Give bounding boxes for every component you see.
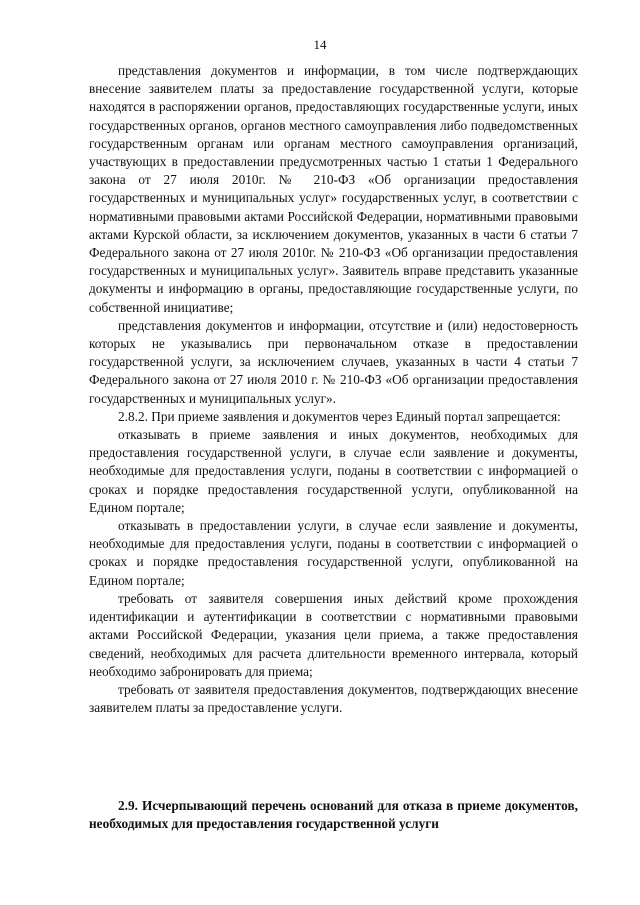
paragraph-5: отказывать в предоставлении услуги, в случае если заявление и документы, необходимые для предоставления услуги, поданы в соответствии с информацией о сроках и порядке предоставления государственной услуги, опубликованной на Едином портале; — [89, 518, 578, 588]
paragraph-1: представления документов и информации, в том числе подтверждающих внесение заявителем платы за предоставление государственной услуги, которые находятся в распоряжении органов, предоставляющих государственные услуги, иных государственных органов, органов местного самоуправления либо подведомственных государственным органам или органам местного самоуправления организаций, участвующих в предоставлении предусмотренных частью 1 статьи 1 Федерального закона от 27 июля 2010г. № 210-ФЗ «Об организации предоставления государственных и муниципальных услуг» государственных услуг, в соответствии с нормативными правовыми актами Российской Федерации, нормативными правовыми актами Курской области, за исключением документов, указанных в части 6 статьи 7 Федерального закона от 27 июля 2010г. № 210-ФЗ «Об организации предоставления государственных и муниципальных услуг». Заявитель вправе представить указанные документы и информацию в органы, предоставляющие государственные услуги, по собственной инициативе; — [89, 63, 578, 315]
paragraph-6: требовать от заявителя совершения иных действий кроме прохождения идентификации и аутентификации в соответствии с нормативными правовыми актами Российской Федерации, указания цели приема, а также предоставления сведений, необходимых для расчета длительности временного интервала, который необходимо забронировать для приема; — [89, 590, 578, 679]
section-heading: 2.9. Исчерпывающий перечень оснований для отказа в приеме документов, необходимых для предоставления государственной услуги — [89, 798, 578, 832]
document-body — [89, 62, 578, 717]
paragraph-4: отказывать в приеме заявления и иных документов, необходимых для предоставления государственной услуги, в случае если заявление и документы, необходимые для предоставления услуги, поданы в соответствии с информацией о сроках и порядке предоставления государственной услуги, опубликованной на Едином портале; — [89, 427, 578, 515]
paragraph-7: требовать от заявителя предоставления документов, подтверждающих внесение заявителем платы за предоставление услуги. — [89, 681, 578, 716]
paragraph-3: 2.8.2. При приеме заявления и документов через Единый портал запрещается: — [118, 408, 561, 424]
paragraph-2: представления документов и информации, отсутствие и (или) недостоверность которых не указывались при первоначальном отказе в предоставлении государственной услуги, за исключением случаев, указанных в части 4 статьи 7 Федерального закона от 27 июля 2010 г. № 210-ФЗ «Об организации предоставления государственных и муниципальных услуг». — [89, 317, 578, 406]
page-number: 14 — [313, 37, 327, 52]
